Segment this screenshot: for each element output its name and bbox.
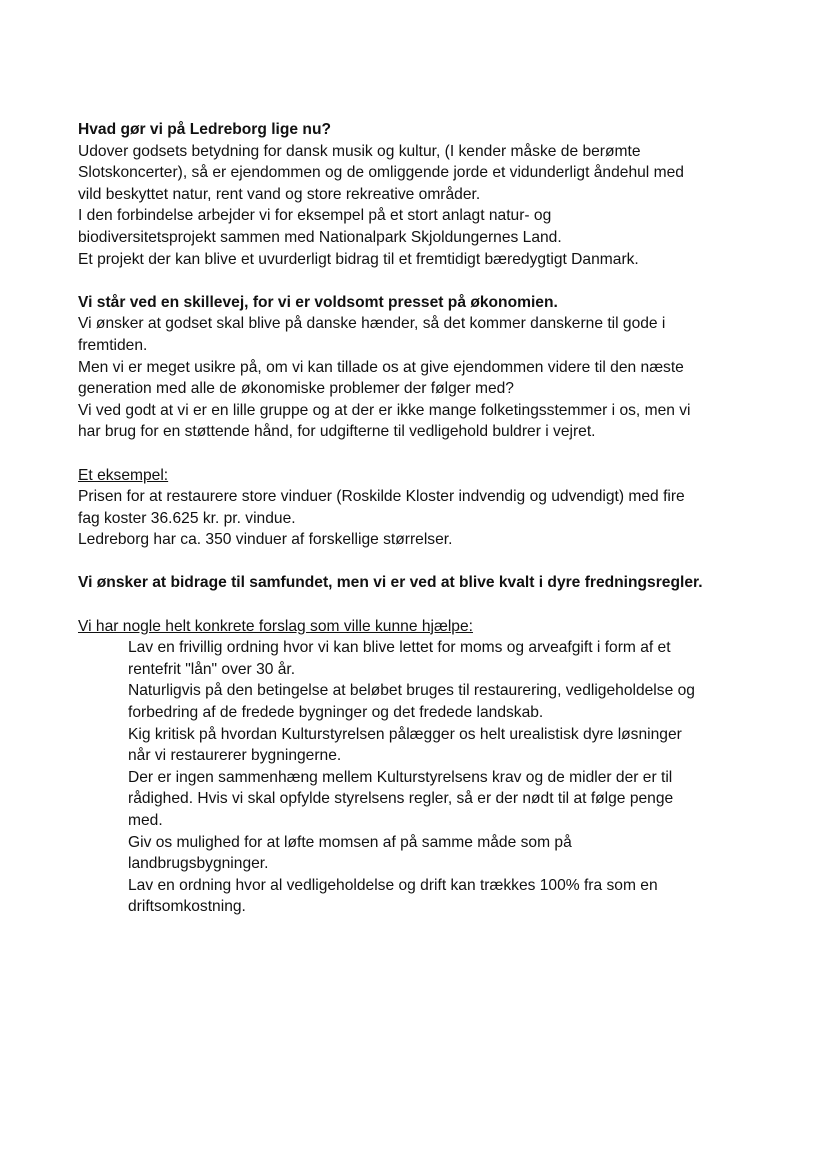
paragraph-line: Et projekt der kan blive et uvurderligt bidrag til et fremtidigt bæredygtigt Danmark. [78,250,639,268]
paragraph-line: har brug for en støttende hånd, for udgifterne til vedligehold buldrer i vejret. [78,423,596,441]
paragraph-line: Prisen for at restaurere store vinduer (Roskilde Kloster indvendig og udvendigt) med fire [78,488,685,506]
section-heading: Vi ønsker at bidrage til samfundet, men vi er ved at blive kvalt i dyre fredningsregler. [78,574,703,592]
list-item: Kig kritisk på hvordan Kulturstyrelsen pålægger os helt urealistisk dyre løsninger [128,725,682,743]
list-item: med. [128,812,163,829]
paragraph-line: biodiversitetsprojekt sammen med Nationalpark Skjoldungernes Land. [78,228,562,246]
paragraph-line: fremtiden. [78,336,148,354]
document-body [78,119,758,940]
section-heading: Et eksempel: [78,466,169,484]
paragraph-line: Vi ønsker at godset skal blive på danske hænder, så det kommer danskerne til gode i [78,315,666,333]
proposal-list [78,637,758,918]
section-current-activities [78,119,758,270]
list-item: rådighed. Hvis vi skal opfylde styrelsens regler, så er der nødt til at følge penge [128,790,674,808]
paragraph-line: Slotskoncerter), så er ejendommen og de omliggende jorde et vidunderligt åndehul med [78,164,684,182]
list-item: Lav en frivillig ordning hvor vi kan blive lettet for moms og arveafgift i form af et [128,639,671,657]
list-item: når vi restaurerer bygningerne. [128,747,342,765]
section-heading: Vi har nogle helt konkrete forslag som ville kunne hjælpe: [78,617,473,635]
list-item: forbedring af de fredede bygninger og det fredede landskab. [128,704,544,722]
paragraph-line: Men vi er meget usikre på, om vi kan tillade os at give ejendommen videre til den næste [78,358,684,376]
section-example [78,465,758,551]
list-item: Giv os mulighed for at løfte momsen af på samme måde som på [128,833,572,851]
paragraph-line: Vi ved godt at vi er en lille gruppe og at der er ikke mange folketingsstemmer i os, men vi [78,401,691,419]
section-proposals [78,616,758,918]
section-heading: Hvad gør vi på Ledreborg lige nu? [78,121,331,138]
section-contribution [78,572,758,594]
paragraph-line: fag koster 36.625 kr. pr. vindue. [78,509,296,527]
section-economy [78,292,758,443]
list-item: driftsomkostning. [128,898,246,916]
paragraph-line: Ledreborg har ca. 350 vinduer af forskellige størrelser. [78,531,453,549]
paragraph-line: Udover godsets betydning for dansk musik og kultur, (I kender måske de berømte [78,142,641,160]
list-item: landbrugsbygninger. [128,855,269,873]
paragraph-line: generation med alle de økonomiske problemer der følger med? [78,380,514,398]
list-item: Lav en ordning hvor al vedligeholdelse og drift kan trækkes 100% fra som en [128,876,658,894]
paragraph-line: vild beskyttet natur, rent vand og store rekreative områder. [78,185,481,203]
list-item: Der er ingen sammenhæng mellem Kulturstyrelsens krav og de midler der er til [128,768,673,786]
list-item: Naturligvis på den betingelse at beløbet bruges til restaurering, vedligeholdelse og [128,682,695,700]
paragraph-line: I den forbindelse arbejder vi for eksempel på et stort anlagt natur- og [78,207,552,225]
section-heading: Vi står ved en skillevej, for vi er voldsomt presset på økonomien. [78,293,558,311]
list-item: rentefrit "lån" over 30 år. [128,660,296,678]
